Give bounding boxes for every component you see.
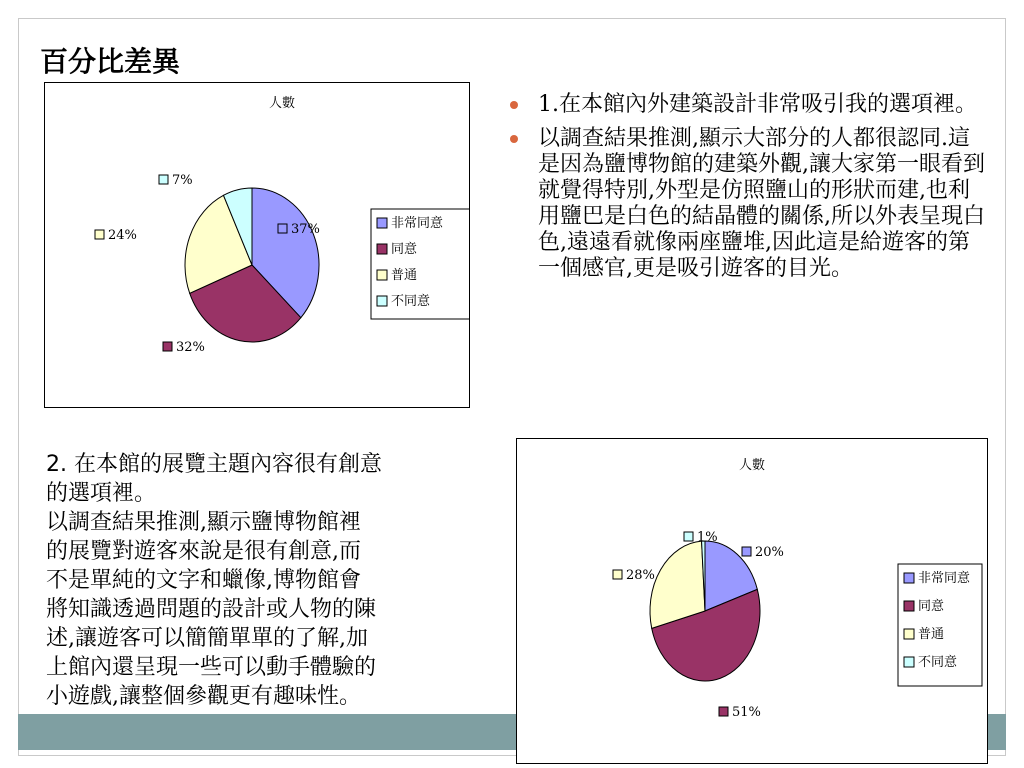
data-label-swatch — [159, 175, 168, 184]
legend-label: 非常同意 — [918, 571, 971, 586]
bullet-dot-icon — [510, 135, 518, 143]
paragraph-line: 2. 在本館的展覽主題內容很有創意 — [46, 452, 382, 477]
legend-label: 不同意 — [391, 294, 431, 309]
paragraph-line: 將知識透過問題的設計或人物的陳 — [46, 597, 377, 622]
legend-label: 同意 — [391, 242, 418, 257]
legend-swatch — [377, 218, 387, 228]
legend-label: 普通 — [918, 627, 945, 642]
data-label-swatch — [742, 547, 751, 556]
pie-chart-2-svg — [517, 439, 987, 763]
chart-title: 人數 — [268, 96, 296, 111]
bullet-item-2 — [506, 126, 986, 282]
data-label: 32% — [176, 340, 205, 355]
data-label: 1% — [697, 530, 718, 545]
legend-swatch — [377, 244, 387, 254]
pie-chart-1 — [44, 82, 470, 408]
paragraph-line: 述,讓遊客可以簡簡單單的了解,加 — [46, 626, 368, 651]
legend-label: 非常同意 — [391, 216, 444, 231]
pie-chart-1-svg — [45, 83, 469, 407]
data-label: 37% — [291, 222, 320, 237]
legend-swatch — [904, 573, 914, 583]
data-label-swatch — [95, 230, 104, 239]
bullet-dot-icon — [510, 101, 518, 109]
paragraph-line: 小遊戲,讓整個參觀更有趣味性。 — [46, 684, 361, 709]
paragraph-line: 的展覽對遊客來說是很有創意,而 — [46, 539, 361, 564]
paragraph-line: 的選項裡。 — [46, 481, 157, 506]
bullet-item-1 — [506, 92, 986, 118]
bullet-list — [506, 92, 986, 290]
bullet-text-1: 1.在本館內外建築設計非常吸引我的選項裡。 — [538, 92, 977, 117]
paragraph-line: 不是單純的文字和蠟像,博物館會 — [46, 568, 361, 593]
data-label-swatch — [613, 570, 622, 579]
data-label: 20% — [755, 545, 784, 560]
legend-label: 同意 — [918, 599, 945, 614]
data-label-swatch — [719, 707, 728, 716]
pie-chart-2 — [516, 438, 988, 764]
legend-swatch — [904, 657, 914, 667]
data-label-swatch — [684, 532, 693, 541]
data-label: 51% — [732, 705, 761, 720]
legend-swatch — [904, 601, 914, 611]
chart-title: 人數 — [738, 458, 766, 473]
paragraph-line: 以調查結果推測,顯示鹽博物館裡 — [46, 510, 361, 535]
data-label: 7% — [172, 173, 193, 188]
data-label-swatch — [163, 342, 172, 351]
legend-label: 不同意 — [918, 655, 958, 670]
legend-label: 普通 — [391, 268, 418, 283]
bullet-text-2: 以調查結果推測,顯示大部分的人都很認同.這是因為鹽博物館的建築外觀,讓大家第一眼看到就覺得特別,外型是仿照鹽山的形狀而建,也利用鹽巴是白色的結晶體的關係,所以外表呈現白色,遠遠看就像兩座鹽堆,因此這是給遊客的第一個感官,更是吸引遊客的目光。 — [538, 126, 985, 281]
data-label-swatch — [278, 224, 287, 233]
legend-swatch — [377, 270, 387, 280]
legend-swatch — [904, 629, 914, 639]
paragraph-block — [46, 450, 486, 711]
legend-swatch — [377, 296, 387, 306]
data-label: 24% — [108, 228, 137, 243]
data-label: 28% — [626, 568, 655, 583]
paragraph-line: 上館內還呈現一些可以動手體驗的 — [46, 655, 377, 680]
slide-title: 百分比差異 — [40, 45, 181, 78]
